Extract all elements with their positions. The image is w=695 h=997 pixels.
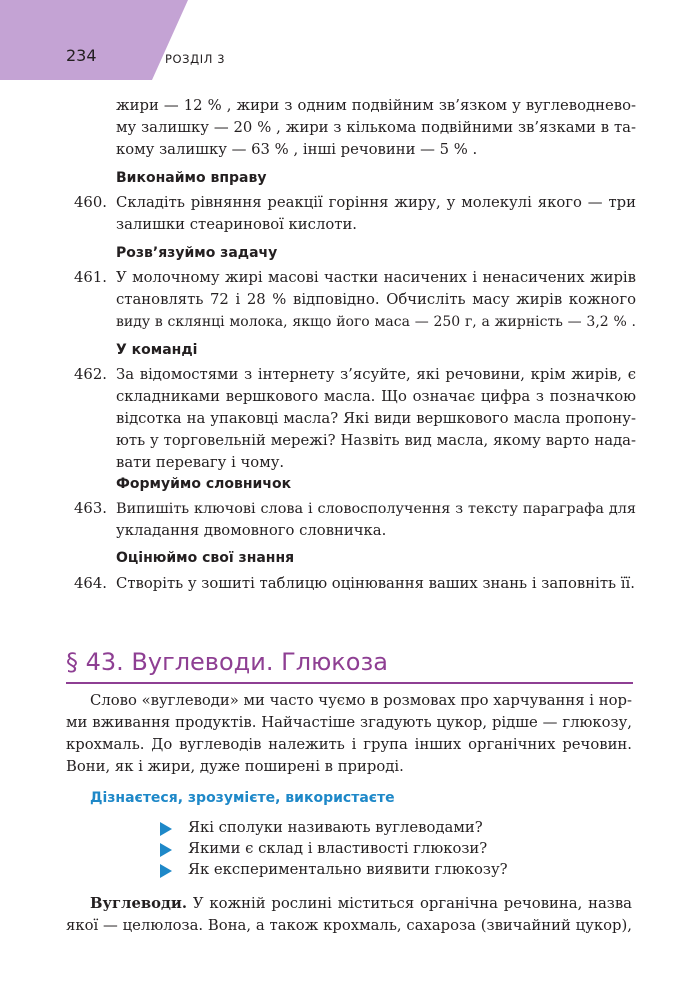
exercise-number: 463.	[74, 500, 107, 517]
text-line: ють у торговельній мережі? Назвіть вид масла, якому варто нада-	[116, 432, 636, 449]
exercise-text	[116, 498, 636, 542]
exercise-heading: Виконаймо вправу	[116, 170, 267, 186]
exercise-number: 460.	[74, 194, 107, 211]
text-line	[90, 893, 632, 915]
exercise-text	[116, 573, 636, 595]
title-underline	[66, 682, 633, 684]
bullet-text: Як експериментально виявити глюкозу?	[188, 861, 508, 878]
text-line: складниками вершкового масла. Що означає цифра з позначкою	[116, 388, 636, 405]
body-text-rest: У кожній рослині міститься органічна речовина, назва	[187, 895, 632, 912]
bullet-text: Які сполуки називають вуглеводами?	[188, 819, 483, 836]
text-line: залишки стеаринової кислоти.	[116, 216, 358, 233]
triangle-arrow-icon	[160, 843, 172, 857]
exercise-heading: Оцінюймо свої знання	[116, 550, 295, 566]
continuation-text	[116, 95, 636, 161]
triangle-arrow-icon	[160, 864, 172, 878]
intro-text	[66, 712, 632, 778]
text-line: якої — целюлоза. Вона, а також крохмаль, сахароза (звичайний цукор),	[66, 917, 632, 934]
text-line: У молочному жирі масові частки насичених і ненасичених жирів	[116, 269, 636, 286]
text-line: вати перевагу і чому.	[116, 454, 285, 471]
text-line: відсотка на упаковці масла? Які види вершкового масла пропону-	[116, 410, 636, 427]
text-line: Складіть рівняння реакції горіння жиру, у молекулі якого — три	[116, 194, 636, 211]
body-text	[90, 893, 632, 915]
exercise-heading: Розв’язуймо задачу	[116, 245, 278, 261]
paragraph-title: § 43. Вуглеводи. Глюкоза	[66, 648, 388, 676]
exercise-number: 462.	[74, 366, 107, 383]
text-line: За відомостями з інтернету з’ясуйте, які речовини, крім жирів, є	[116, 366, 636, 383]
text-line: становлять 72 і 28 % відповідно. Обчисліть масу жирів кожного	[116, 291, 636, 308]
text-line: кому залишку — 63 % , інші речовини — 5 % .	[116, 141, 478, 158]
triangle-arrow-icon	[160, 822, 172, 836]
exercise-text	[116, 267, 636, 333]
text-line: Слово «вуглеводи» ми часто чуємо в розмовах про харчування і нор-	[90, 692, 632, 709]
text-line: Вони, як і жири, дуже поширені в природі.	[66, 758, 404, 775]
term-lead: Вуглеводи.	[90, 895, 188, 912]
section-label: РОЗДІЛ 3	[165, 52, 226, 66]
page-number: 234	[66, 46, 97, 65]
exercise-text	[116, 192, 636, 236]
exercise-number: 461.	[74, 269, 107, 286]
exercise-heading: Формуймо словничок	[116, 476, 292, 492]
header-corner-band	[0, 0, 188, 80]
exercise-text	[116, 364, 636, 474]
text-line: ми вживання продуктів. Найчастіше згадують цукор, рідше — глюкозу,	[66, 714, 632, 731]
exercise-heading: У команді	[116, 342, 198, 358]
text-line: крохмаль. До вуглеводів належить і група інших органічних речовин.	[66, 736, 632, 753]
intro-text	[90, 690, 632, 712]
bullet-text: Якими є склад і властивості глюкози?	[188, 840, 488, 857]
text-line: укладання двомовного словничка.	[116, 522, 387, 539]
text-line: Створіть у зошиті таблицю оцінювання ваших знань і заповніть її.	[116, 575, 635, 592]
exercise-number: 464.	[74, 575, 107, 592]
text-line: жири — 12 % , жири з одним подвійним зв’язком у вуглеводнево-	[116, 97, 636, 114]
text-line: виду в склянці молока, якщо його маса — 250 г, а жирність — 3,2 % .	[116, 314, 636, 330]
learn-heading: Дізнаєтеся, зрозумієте, використаєте	[90, 790, 395, 806]
text-line: Випишіть ключові слова і словосполучення з тексту параграфа для	[116, 501, 636, 517]
body-text	[66, 915, 632, 937]
text-line: му залишку — 20 % , жири з кількома подвійними зв’язками в та-	[116, 119, 636, 136]
